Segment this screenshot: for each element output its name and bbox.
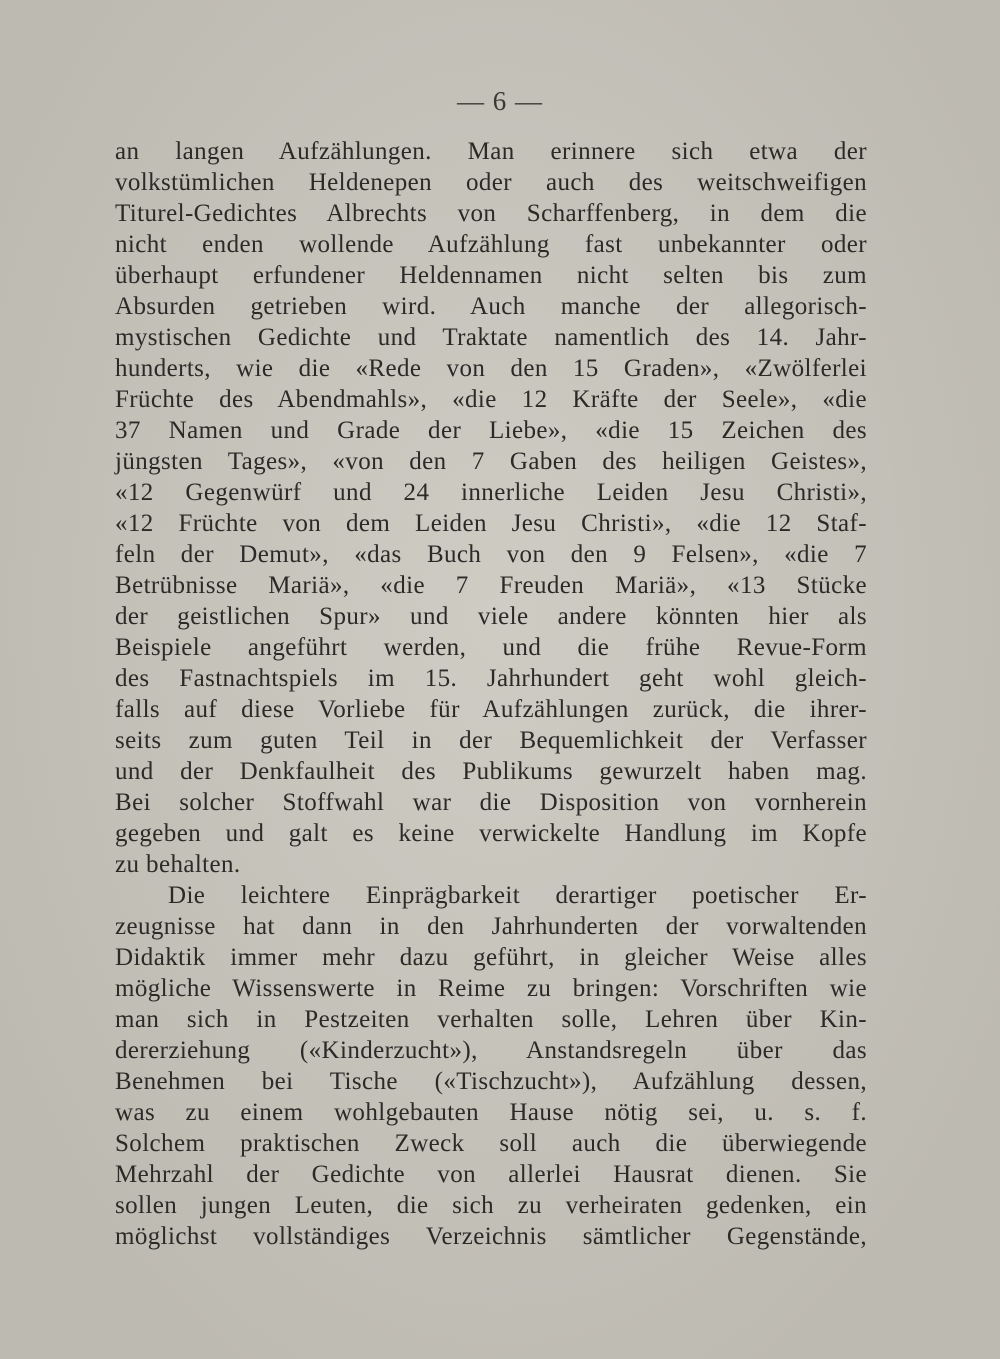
- text-line: sollen jungen Leuten, die sich zu verheiraten gedenken, ein: [115, 1192, 867, 1219]
- text-line: und der Denkfaulheit des Publikums gewurzelt haben mag.: [115, 758, 867, 785]
- text-line: «12 Früchte von dem Leiden Jesu Christi», «die 12 Staf-: [115, 510, 867, 537]
- body-text: [115, 136, 867, 1252]
- text-line: seits zum guten Teil in der Bequemlichkeit der Verfasser: [115, 727, 867, 754]
- paragraph-2: [115, 880, 867, 1252]
- text-line: jüngsten Tages», «von den 7 Gaben des heiligen Geistes»,: [115, 448, 867, 475]
- text-line: Die leichtere Einprägbarkeit derartiger poetischer Er-: [168, 882, 867, 909]
- text-line: zu behalten.: [115, 851, 241, 878]
- text-line: feln der Demut», «das Buch von den 9 Felsen», «die 7: [115, 541, 867, 568]
- text-line: Absurden getrieben wird. Auch manche der allegorisch-: [115, 293, 867, 320]
- text-line: gegeben und galt es keine verwickelte Handlung im Kopfe: [115, 820, 867, 847]
- text-line: dererziehung («Kinderzucht»), Anstandsregeln über das: [115, 1037, 867, 1064]
- text-line: des Fastnachtspiels im 15. Jahrhundert geht wohl gleich-: [115, 665, 867, 692]
- text-line: Beispiele angeführt werden, und die frühe Revue-Form: [115, 634, 867, 661]
- text-line: nicht enden wollende Aufzählung fast unbekannter oder: [115, 231, 867, 258]
- text-line: Titurel-Gedichtes Albrechts von Scharffenberg, in dem die: [115, 200, 867, 227]
- text-line: Früchte des Abendmahls», «die 12 Kräfte der Seele», «die: [115, 386, 867, 413]
- text-line: Mehrzahl der Gedichte von allerlei Hausrat dienen. Sie: [115, 1161, 867, 1188]
- text-line: 37 Namen und Grade der Liebe», «die 15 Zeichen des: [115, 417, 867, 444]
- text-line: Solchem praktischen Zweck soll auch die überwiegende: [115, 1130, 867, 1157]
- text-line: was zu einem wohlgebauten Hause nötig sei, u. s. f.: [115, 1099, 867, 1126]
- text-line: Didaktik immer mehr dazu geführt, in gleicher Weise alles: [115, 944, 867, 971]
- page-number: — 6 —: [457, 86, 543, 116]
- text-line: falls auf diese Vorliebe für Aufzählungen zurück, die ihrer-: [115, 696, 867, 723]
- text-line: mystischen Gedichte und Traktate namentlich des 14. Jahr-: [115, 324, 867, 351]
- text-line: mögliche Wissenswerte in Reime zu bringen: Vorschriften wie: [115, 975, 867, 1002]
- text-line: der geistlichen Spur» und viele andere könnten hier als: [115, 603, 867, 630]
- text-line: möglichst vollständiges Verzeichnis sämtlicher Gegenstände,: [115, 1223, 867, 1250]
- text-line: man sich in Pestzeiten verhalten solle, Lehren über Kin-: [115, 1006, 867, 1033]
- text-line: Benehmen bei Tische («Tischzucht»), Aufzählung dessen,: [115, 1068, 867, 1095]
- text-line: Bei solcher Stoffwahl war die Disposition von vornherein: [115, 789, 867, 816]
- text-line: «12 Gegenwürf und 24 innerliche Leiden Jesu Christi»,: [115, 479, 867, 506]
- text-line: Betrübnisse Mariä», «die 7 Freuden Mariä», «13 Stücke: [115, 572, 867, 599]
- text-line: an langen Aufzählungen. Man erinnere sich etwa der: [115, 138, 867, 165]
- text-line: hunderts, wie die «Rede von den 15 Graden», «Zwölferlei: [115, 355, 867, 382]
- paragraph-1: [115, 136, 867, 880]
- text-line: überhaupt erfundener Heldennamen nicht selten bis zum: [115, 262, 867, 289]
- text-line: zeugnisse hat dann in den Jahrhunderten der vorwaltenden: [115, 913, 867, 940]
- text-line: volkstümlichen Heldenepen oder auch des weitschweifigen: [115, 169, 867, 196]
